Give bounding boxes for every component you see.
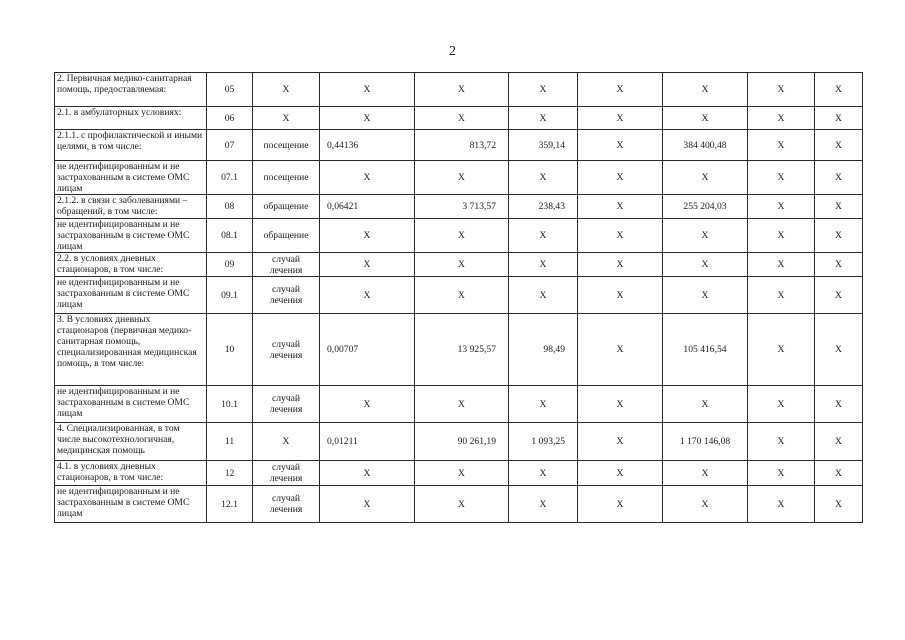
row-value-cell-4: Х (578, 486, 663, 523)
row-value-cell-6: Х (748, 253, 815, 277)
table-row (55, 161, 863, 195)
row-value-cell-3: 359,14 (509, 130, 578, 161)
row-value-cell-7: Х (815, 461, 863, 486)
row-value-cell-6: Х (748, 423, 815, 461)
row-code-cell: 08.1 (207, 219, 253, 253)
row-value-cell-3: Х (509, 161, 578, 195)
table-row (55, 314, 863, 386)
table-row (55, 219, 863, 253)
row-value-cell-3: Х (509, 461, 578, 486)
row-value-cell-7: Х (815, 73, 863, 107)
table-row (55, 423, 863, 461)
row-value-cell-3: Х (509, 486, 578, 523)
row-value-cell-1: Х (320, 161, 415, 195)
row-value-cell-2: 13 925,57 (415, 314, 509, 386)
row-unit-cell: Х (253, 107, 320, 130)
row-unit-cell: Х (253, 73, 320, 107)
row-value-cell-5: 1 170 146,08 (663, 423, 748, 461)
row-value-cell-7: Х (815, 386, 863, 423)
row-unit-cell: обращение (253, 219, 320, 253)
data-table (54, 72, 863, 523)
row-code-cell: 09 (207, 253, 253, 277)
row-value-cell-5: Х (663, 386, 748, 423)
row-code-cell: 12 (207, 461, 253, 486)
row-value-cell-4: Х (578, 161, 663, 195)
row-value-cell-5: Х (663, 73, 748, 107)
table-body (55, 73, 863, 523)
row-name-cell: 2. Первичная медико-санитарная помощь, предоставляемая: (55, 73, 207, 107)
row-code-cell: 09.1 (207, 277, 253, 314)
table-row (55, 130, 863, 161)
row-name-cell: не идентифицированным и не застрахованным в системе ОМС лицам (55, 277, 207, 314)
row-value-cell-2: Х (415, 73, 509, 107)
row-value-cell-6: Х (748, 277, 815, 314)
row-value-cell-4: Х (578, 423, 663, 461)
table-row (55, 486, 863, 523)
row-value-cell-2: Х (415, 277, 509, 314)
row-value-cell-5: Х (663, 253, 748, 277)
row-value-cell-3: Х (509, 253, 578, 277)
row-unit-cell: посещение (253, 130, 320, 161)
table-row (55, 195, 863, 219)
row-value-cell-6: Х (748, 107, 815, 130)
row-code-cell: 07.1 (207, 161, 253, 195)
row-value-cell-2: 813,72 (415, 130, 509, 161)
row-value-cell-4: Х (578, 73, 663, 107)
row-value-cell-4: Х (578, 219, 663, 253)
table-row (55, 73, 863, 107)
row-value-cell-6: Х (748, 461, 815, 486)
row-value-cell-1: Х (320, 486, 415, 523)
row-unit-cell: случай лечения (253, 253, 320, 277)
row-unit-cell: случай лечения (253, 461, 320, 486)
row-value-cell-3: Х (509, 386, 578, 423)
row-unit-cell: случай лечения (253, 486, 320, 523)
row-value-cell-2: 90 261,19 (415, 423, 509, 461)
row-value-cell-1: Х (320, 253, 415, 277)
row-value-cell-2: Х (415, 219, 509, 253)
row-name-cell: не идентифицированным и не застрахованным в системе ОМС лицам (55, 386, 207, 423)
row-value-cell-5: Х (663, 277, 748, 314)
table-row (55, 461, 863, 486)
row-value-cell-2: Х (415, 486, 509, 523)
row-unit-cell: случай лечения (253, 277, 320, 314)
row-value-cell-4: Х (578, 107, 663, 130)
row-value-cell-7: Х (815, 130, 863, 161)
row-value-cell-4: Х (578, 314, 663, 386)
row-value-cell-4: Х (578, 195, 663, 219)
row-name-cell: 4. Специализированная, в том числе высокотехнологичная, медицинская помощь (55, 423, 207, 461)
row-value-cell-1: Х (320, 107, 415, 130)
row-value-cell-6: Х (748, 314, 815, 386)
row-value-cell-1: Х (320, 73, 415, 107)
row-name-cell: 3. В условиях дневных стационаров (первичная медико-санитарная помощь, специализированная медицинская помощь, в том числе: (55, 314, 207, 386)
table-row (55, 386, 863, 423)
row-value-cell-4: Х (578, 130, 663, 161)
row-value-cell-5: 255 204,03 (663, 195, 748, 219)
row-value-cell-5: Х (663, 486, 748, 523)
row-code-cell: 08 (207, 195, 253, 219)
row-value-cell-3: Х (509, 219, 578, 253)
row-value-cell-1: Х (320, 277, 415, 314)
row-value-cell-6: Х (748, 73, 815, 107)
page-number: 2 (449, 44, 456, 59)
row-value-cell-7: Х (815, 161, 863, 195)
row-name-cell: не идентифицированным и не застрахованным в системе ОМС лицам (55, 161, 207, 195)
row-value-cell-4: Х (578, 386, 663, 423)
row-value-cell-3: 238,43 (509, 195, 578, 219)
row-value-cell-1: 0,44136 (320, 130, 415, 161)
row-value-cell-5: Х (663, 461, 748, 486)
table-row (55, 253, 863, 277)
row-name-cell: 2.1. в амбулаторных условиях: (55, 107, 207, 130)
row-value-cell-7: Х (815, 107, 863, 130)
row-value-cell-7: Х (815, 423, 863, 461)
row-value-cell-7: Х (815, 486, 863, 523)
row-name-cell: 2.2. в условиях дневных стационаров, в том числе: (55, 253, 207, 277)
row-value-cell-4: Х (578, 253, 663, 277)
row-value-cell-3: Х (509, 107, 578, 130)
row-name-cell: 4.1. в условиях дневных стационаров, в том числе: (55, 461, 207, 486)
row-value-cell-1: Х (320, 386, 415, 423)
row-value-cell-7: Х (815, 253, 863, 277)
row-value-cell-5: Х (663, 107, 748, 130)
row-code-cell: 05 (207, 73, 253, 107)
row-unit-cell: Х (253, 423, 320, 461)
row-unit-cell: обращение (253, 195, 320, 219)
row-name-cell: не идентифицированным и не застрахованным в системе ОМС лицам (55, 219, 207, 253)
row-name-cell: 2.1.1. с профилактической и иными целями, в том числе: (55, 130, 207, 161)
row-code-cell: 10.1 (207, 386, 253, 423)
row-value-cell-1: 0,01211 (320, 423, 415, 461)
row-value-cell-5: Х (663, 161, 748, 195)
row-value-cell-2: Х (415, 386, 509, 423)
row-value-cell-5: 105 416,54 (663, 314, 748, 386)
row-code-cell: 12.1 (207, 486, 253, 523)
row-value-cell-3: 98,49 (509, 314, 578, 386)
row-value-cell-1: 0,06421 (320, 195, 415, 219)
row-value-cell-3: Х (509, 73, 578, 107)
row-value-cell-5: Х (663, 219, 748, 253)
row-value-cell-2: Х (415, 253, 509, 277)
row-value-cell-1: Х (320, 461, 415, 486)
row-value-cell-7: Х (815, 195, 863, 219)
row-unit-cell: посещение (253, 161, 320, 195)
row-value-cell-1: 0,00707 (320, 314, 415, 386)
row-value-cell-2: Х (415, 107, 509, 130)
row-name-cell: не идентифицированным и не застрахованным в системе ОМС лицам (55, 486, 207, 523)
row-value-cell-7: Х (815, 219, 863, 253)
row-value-cell-2: 3 713,57 (415, 195, 509, 219)
row-value-cell-6: Х (748, 386, 815, 423)
row-value-cell-6: Х (748, 130, 815, 161)
table-row (55, 107, 863, 130)
row-value-cell-3: Х (509, 277, 578, 314)
row-value-cell-2: Х (415, 161, 509, 195)
row-code-cell: 07 (207, 130, 253, 161)
row-value-cell-4: Х (578, 277, 663, 314)
row-code-cell: 10 (207, 314, 253, 386)
row-name-cell: 2.1.2. в связи с заболеваниями – обращений, в том числе: (55, 195, 207, 219)
row-value-cell-6: Х (748, 161, 815, 195)
row-value-cell-7: Х (815, 314, 863, 386)
table-row (55, 277, 863, 314)
row-code-cell: 11 (207, 423, 253, 461)
row-value-cell-6: Х (748, 219, 815, 253)
row-value-cell-7: Х (815, 277, 863, 314)
row-unit-cell: случай лечения (253, 314, 320, 386)
row-value-cell-1: Х (320, 219, 415, 253)
row-value-cell-6: Х (748, 195, 815, 219)
row-value-cell-2: Х (415, 461, 509, 486)
row-unit-cell: случай лечения (253, 386, 320, 423)
row-code-cell: 06 (207, 107, 253, 130)
row-value-cell-6: Х (748, 486, 815, 523)
row-value-cell-5: 384 400,48 (663, 130, 748, 161)
row-value-cell-3: 1 093,25 (509, 423, 578, 461)
row-value-cell-4: Х (578, 461, 663, 486)
